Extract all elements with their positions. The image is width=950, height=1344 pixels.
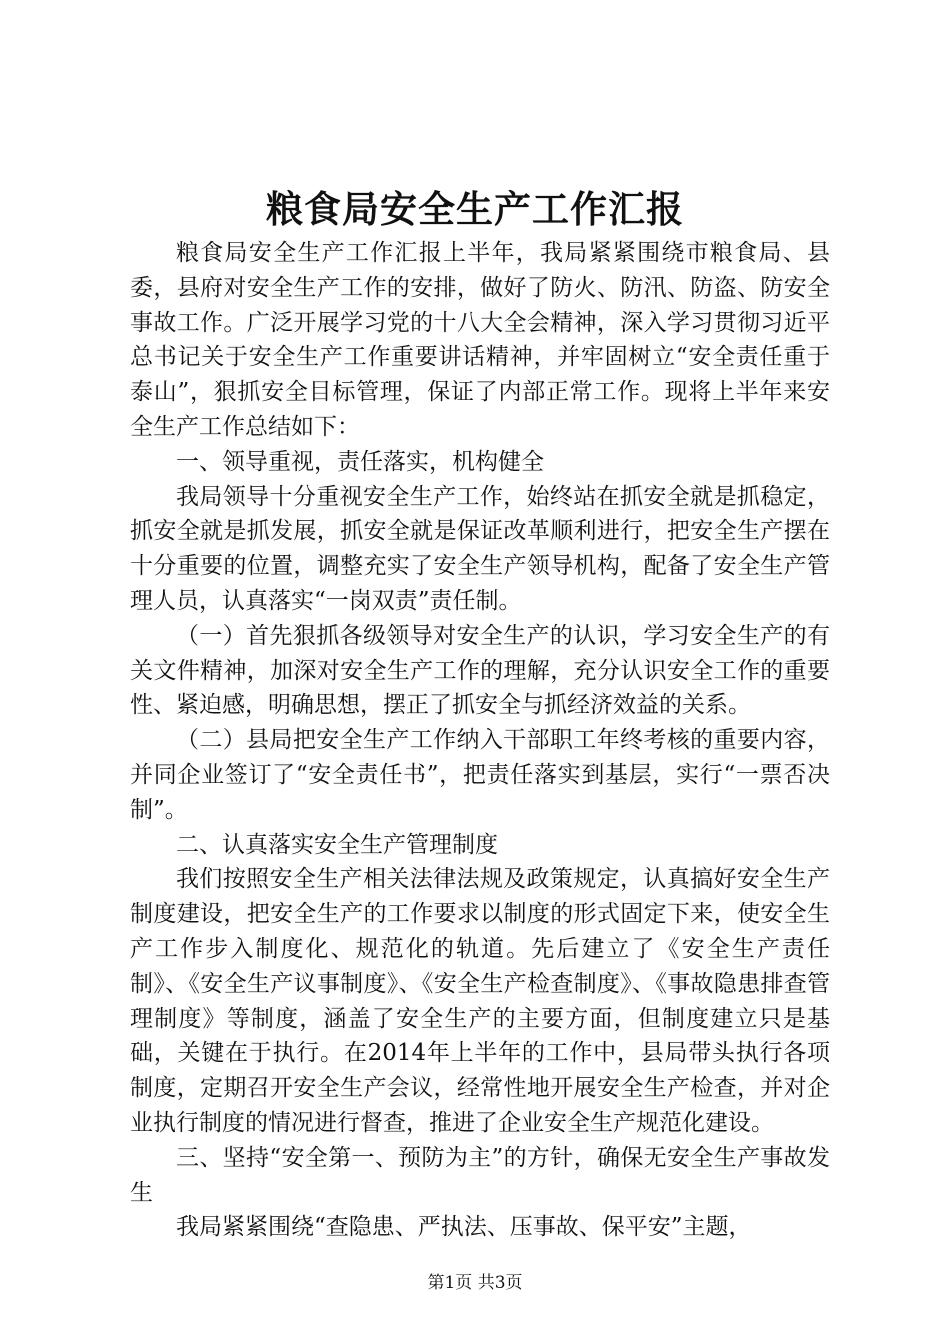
page-indicator: 第1页 共3页 — [427, 1273, 523, 1293]
document-body — [130, 236, 830, 1245]
paragraph-intro: 粮食局安全生产工作汇报上半年，我局紧紧围绕市粮食局、县委，县府对安全生产工作的安排，做好了防火、防汛、防盗、防安全事故工作。广泛开展学习党的十八大全会精神，深入学习贯彻习近平总书记关于安全生产工作重要讲话精神，并牢固树立“安全责任重于泰山”，狠抓安全目标管理，保证了内部正常工作。现将上半年来安全生产工作总结如下： — [130, 240, 830, 440]
paragraph-section-1: 我局领导十分重视安全生产工作，始终站在抓安全就是抓稳定，抓安全就是抓发展，抓安全就是保证改革顺利进行，把安全生产摆在十分重要的位置，调整充实了安全生产领导机构，配备了安全生产管理人员，认真落实“一岗双责”责任制。 — [130, 483, 830, 614]
paragraph-section-3: 我局紧紧围绕“查隐患、严执法、压事故、保平安”主题， — [176, 1214, 752, 1241]
paragraph-section-2: 我们按照安全生产相关法律法规及政策规定，认真搞好安全生产制度建设，把安全生产的工作要求以制度的形式固定下来，使安全生产工作步入制度化、规范化的轨道。先后建立了《安全生产责任制》、《安全生产议事制度》、《安全生产检查制度》、《事故隐患排查管理制度》等制度，涵盖了安全生产的主要方面，但制度建立只是基础，关键在于执行。在2014年上半年的工作中，县局带头执行各项制度，定期召开安全生产会议，经常性地开展安全生产检查，并对企业执行制度的情况进行督查，推进了企业安全生产规范化建设。 — [130, 866, 830, 1136]
paragraph-section-1-item-1: （一）首先狠抓各级领导对安全生产的认识，学习安全生产的有关文件精神，加深对安全生产工作的理解，充分认识安全工作的重要性、紧迫感，明确思想，摆正了抓安全与抓经济效益的关系。 — [130, 622, 830, 719]
document-title: 粮食局安全生产工作汇报 — [266, 187, 684, 231]
section-heading-3: 三、坚持“安全第一、预防为主”的方针，确保无安全生产事故发生 — [130, 1144, 830, 1206]
section-heading-1: 一、领导重视，责任落实，机构健全 — [176, 448, 544, 475]
paragraph-section-1-item-2: （二）县局把安全生产工作纳入干部职工年终考核的重要内容，并同企业签订了“安全责任书”，把责任落实到基层，实行“一票否决制”。 — [130, 727, 830, 823]
section-heading-2: 二、认真落实安全生产管理制度 — [176, 831, 498, 858]
